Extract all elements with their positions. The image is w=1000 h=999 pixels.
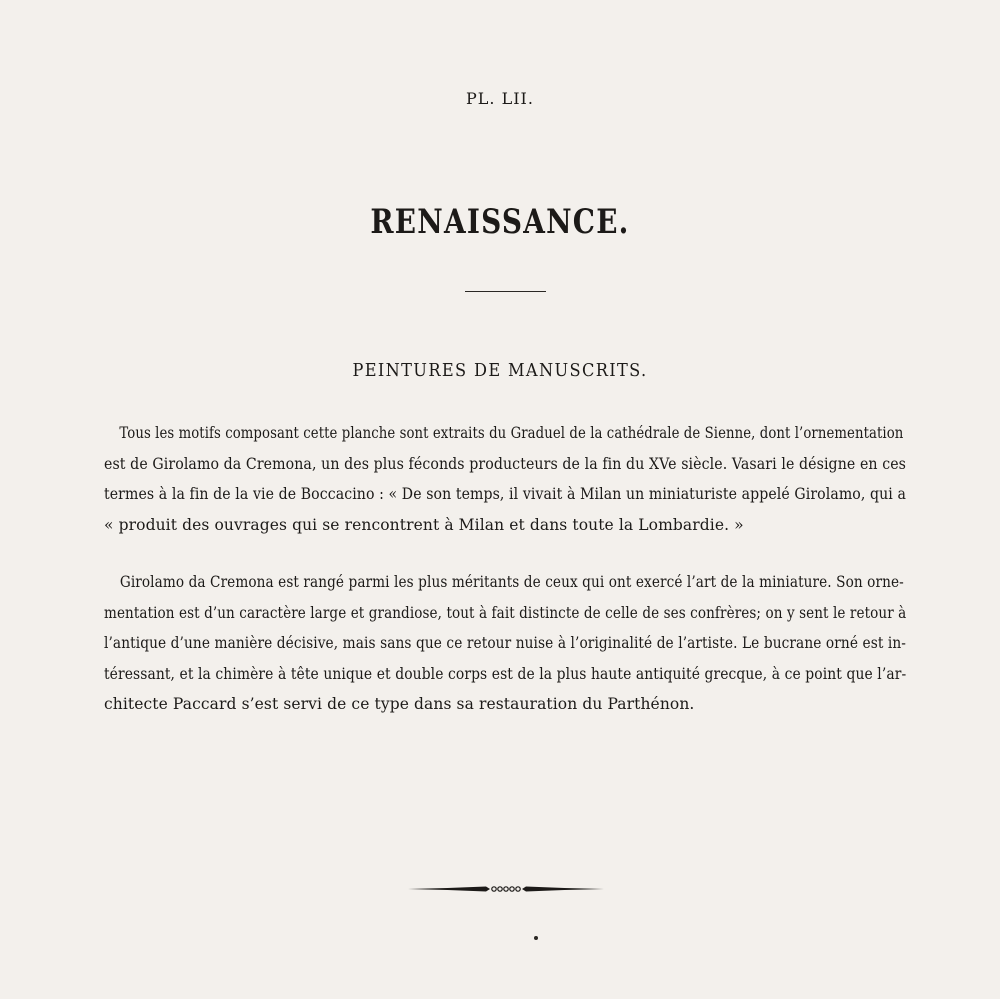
page-title: RENAISSANCE. (370, 202, 630, 242)
paragraph-line: l’antique d’une manière décisive, mais sans que ce retour nuise à l’originalité de l’artiste. Le bucrane orné est in- (104, 634, 907, 653)
paragraph-line: téressant, et la chimère à tête unique et double corps est de la plus haute antiquité grecque, à ce point que l’ar- (104, 664, 907, 683)
paragraph-line: mentation est d’un caractère large et grandiose, tout à fait distincte de celle de ses confrères; on y sent le retour à (104, 603, 907, 622)
paragraph-line: termes à la fin de la vie de Boccacino : « De son temps, il vivait à Milan un miniaturiste appelé Girolamo, qui a (104, 485, 906, 504)
paragraph-1 (104, 418, 906, 540)
ornament-divider-icon (408, 880, 604, 896)
plate-number: PL. LII. (466, 89, 534, 108)
ink-speck (534, 936, 538, 940)
paragraph-line: Tous les motifs composant cette planche sont extraits du Graduel de la cathédrale de Sienne, dont l’ornementation (119, 424, 904, 442)
paragraph-line: « produit des ouvrages qui se rencontrent à Milan et dans toute la Lombardie. » (104, 515, 744, 534)
section-subtitle: PEINTURES DE MANUSCRITS. (352, 360, 648, 381)
paragraph-line: est de Girolamo da Cremona, un des plus féconds producteurs de la fin du XVe siècle. Vasari le désigne en ces (104, 454, 907, 473)
paragraph-2 (104, 567, 906, 720)
paragraph-line: Girolamo da Cremona est rangé parmi les plus méritants de ceux qui ont exercé l’art de la miniature. Son orne- (119, 573, 904, 591)
title-divider (465, 291, 546, 292)
paragraph-line: chitecte Paccard s’est servi de ce type dans sa restauration du Parthénon. (104, 695, 695, 714)
